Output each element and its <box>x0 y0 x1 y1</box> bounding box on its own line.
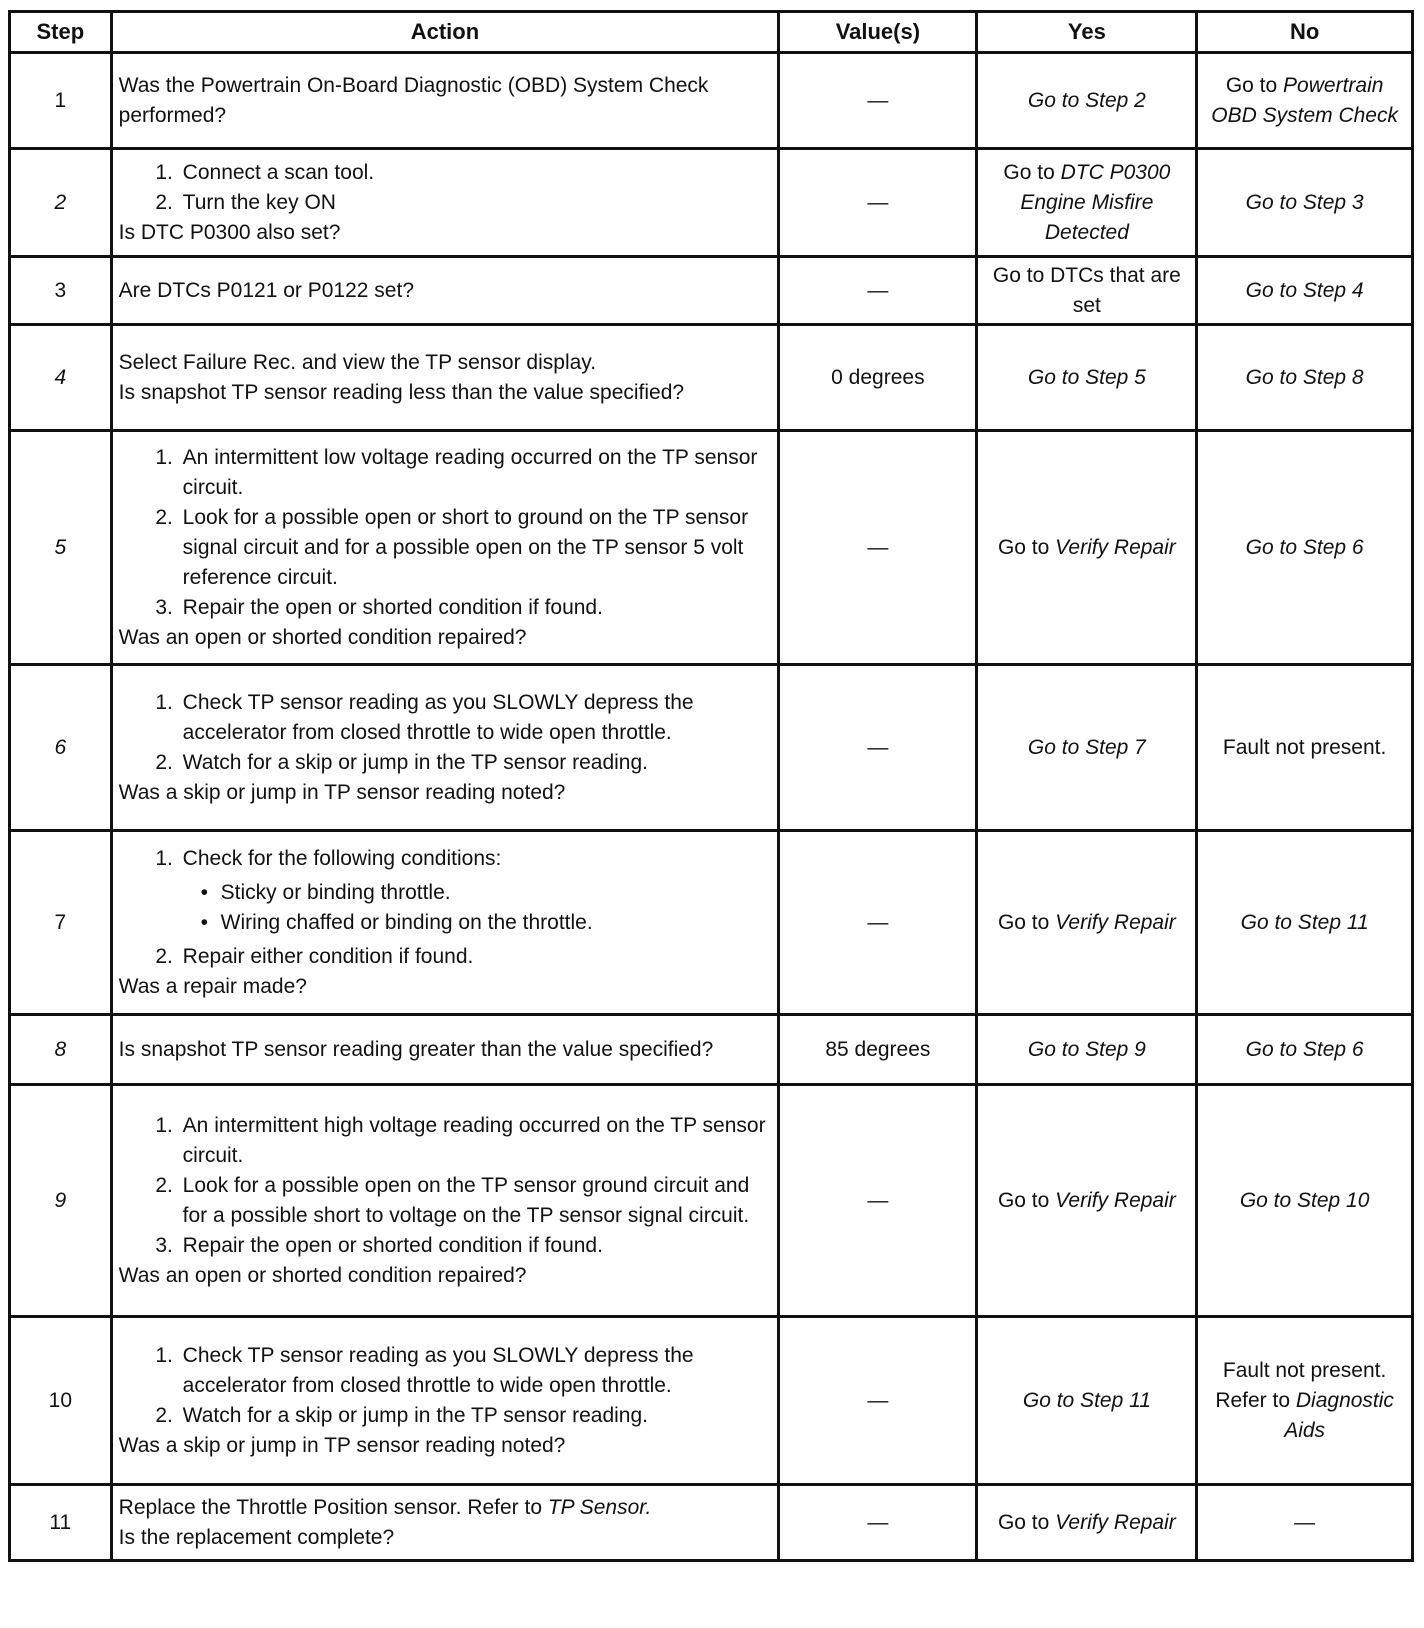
yes-cell <box>977 149 1197 257</box>
table-row <box>10 431 1413 665</box>
header-values: Value(s) <box>779 12 977 53</box>
no-italic: Powertrain OBD System Check <box>1211 73 1398 127</box>
yes-cell: Go to Step 2 <box>977 53 1197 149</box>
value-cell: — <box>779 665 977 831</box>
value-cell: — <box>779 1085 977 1317</box>
step-number: 9 <box>10 1085 112 1317</box>
lead-text: Select Failure Rec. and view the TP sensor display. <box>118 350 597 374</box>
action-cell <box>111 1085 779 1317</box>
question-text: Was a skip or jump in TP sensor reading noted? <box>118 1433 566 1457</box>
lead-italic: TP Sensor. <box>547 1495 652 1519</box>
no-cell <box>1197 1317 1413 1485</box>
action-item: 1. Check TP sensor reading as you SLOWLY depress the accelerator from closed throttle to wide open throttle. <box>179 688 772 748</box>
yes-cell <box>977 431 1197 665</box>
step-number: 8 <box>10 1015 112 1085</box>
no-cell: Go to Step 6 <box>1197 431 1413 665</box>
yes-italic: Verify Repair <box>1055 1510 1176 1534</box>
yes-plain: Go to <box>1003 160 1055 184</box>
header-yes: Yes <box>977 12 1197 53</box>
value-cell: — <box>779 1485 977 1561</box>
question-text: Was a repair made? <box>118 974 307 998</box>
table-row <box>10 1015 1413 1085</box>
no-cell: Go to Step 4 <box>1197 257 1413 325</box>
question-text: Is snapshot TP sensor reading greater than the value specified? <box>118 1037 714 1061</box>
header-action: Action <box>111 12 779 53</box>
step-number: 4 <box>10 325 112 431</box>
question-text: Is snapshot TP sensor reading less than the value specified? <box>118 380 685 404</box>
action-item: 3. Repair the open or shorted condition if found. <box>179 593 772 623</box>
action-cell <box>111 431 779 665</box>
step-number: 2 <box>10 149 112 257</box>
action-cell <box>111 831 779 1015</box>
question-text: Is DTC P0300 also set? <box>118 220 341 244</box>
value-cell: 0 degrees <box>779 325 977 431</box>
action-item: 1. Connect a scan tool. <box>179 158 772 188</box>
table-row <box>10 53 1413 149</box>
table-row <box>10 665 1413 831</box>
yes-italic: Verify Repair <box>1055 910 1176 934</box>
action-cell <box>111 325 779 431</box>
yes-cell: Go to Step 5 <box>977 325 1197 431</box>
action-item: 2. Watch for a skip or jump in the TP sensor reading. <box>179 748 772 778</box>
step-number: 3 <box>10 257 112 325</box>
no-cell: Go to Step 10 <box>1197 1085 1413 1317</box>
value-cell: — <box>779 1317 977 1485</box>
step-number: 5 <box>10 431 112 665</box>
no-plain: Go to <box>1225 73 1278 97</box>
action-item: 2. Look for a possible open or short to ground on the TP sensor signal circuit and for a possible open on the TP sensor 5 volt reference circuit. <box>179 503 772 593</box>
step-number: 6 <box>10 665 112 831</box>
no-cell <box>1197 53 1413 149</box>
question-text: Was an open or shorted condition repaired? <box>118 625 527 649</box>
question-text: Is the replacement complete? <box>118 1525 395 1549</box>
header-step: Step <box>10 12 112 53</box>
yes-plain: Go to <box>997 535 1050 559</box>
diagnostic-table <box>8 10 1414 1562</box>
yes-cell: Go to Step 9 <box>977 1015 1197 1085</box>
question-text: Are DTCs P0121 or P0122 set? <box>118 278 414 302</box>
yes-cell <box>977 831 1197 1015</box>
table-row <box>10 257 1413 325</box>
no-cell: — <box>1197 1485 1413 1561</box>
table-row <box>10 1085 1413 1317</box>
value-cell: 85 degrees <box>779 1015 977 1085</box>
step-number: 1 <box>10 53 112 149</box>
yes-cell: Go to Step 7 <box>977 665 1197 831</box>
no-cell: Go to Step 3 <box>1197 149 1413 257</box>
step-number: 10 <box>10 1317 112 1485</box>
no-cell: Go to Step 6 <box>1197 1015 1413 1085</box>
yes-cell <box>977 1085 1197 1317</box>
yes-cell: Go to Step 11 <box>977 1317 1197 1485</box>
table-row <box>10 325 1413 431</box>
yes-italic: Verify Repair <box>1055 535 1176 559</box>
value-cell: — <box>779 257 977 325</box>
yes-plain: Go to <box>997 1510 1050 1534</box>
table-row <box>10 149 1413 257</box>
action-item: 1. An intermittent high voltage reading occurred on the TP sensor circuit. <box>179 1111 772 1171</box>
lead-plain: Replace the Throttle Position sensor. Refer to <box>118 1495 543 1519</box>
yes-cell <box>977 1485 1197 1561</box>
action-cell <box>111 53 779 149</box>
action-item <box>179 844 772 938</box>
action-item: 2. Look for a possible open on the TP sensor ground circuit and for a possible short to voltage on the TP sensor signal circuit. <box>179 1171 772 1231</box>
yes-cell: Go to DTCs that are set <box>977 257 1197 325</box>
bullet-item: • Wiring chaffed or binding on the throttle. <box>217 908 772 938</box>
action-item: 1. Check TP sensor reading as you SLOWLY depress the accelerator from closed throttle to wide open throttle. <box>179 1341 772 1401</box>
action-item: 2. Turn the key ON <box>179 188 772 218</box>
step-number: 11 <box>10 1485 112 1561</box>
header-no: No <box>1197 12 1413 53</box>
action-cell <box>111 665 779 831</box>
action-item-text: Check for the following conditions: <box>182 846 502 870</box>
value-cell: — <box>779 431 977 665</box>
action-item: 2. Watch for a skip or jump in the TP sensor reading. <box>179 1401 772 1431</box>
action-cell <box>111 1317 779 1485</box>
step-number: 7 <box>10 831 112 1015</box>
table-row <box>10 1485 1413 1561</box>
yes-plain: Go to <box>997 1188 1050 1212</box>
action-item: 2. Repair either condition if found. <box>179 942 772 972</box>
table-row <box>10 1317 1413 1485</box>
value-cell: — <box>779 53 977 149</box>
no-italic: Diagnostic Aids <box>1284 1388 1394 1442</box>
action-cell <box>111 149 779 257</box>
yes-plain: Go to <box>997 910 1050 934</box>
value-cell: — <box>779 149 977 257</box>
question-text: Was a skip or jump in TP sensor reading noted? <box>118 780 566 804</box>
header-row <box>10 12 1413 53</box>
bullet-item: • Sticky or binding throttle. <box>217 878 772 908</box>
action-cell <box>111 257 779 325</box>
no-cell: Go to Step 8 <box>1197 325 1413 431</box>
no-plain: Fault not present. Refer to <box>1215 1358 1387 1412</box>
table-row <box>10 831 1413 1015</box>
value-cell: — <box>779 831 977 1015</box>
lead-text <box>119 1493 772 1523</box>
action-cell <box>111 1015 779 1085</box>
question-text: Was an open or shorted condition repaired? <box>118 1263 527 1287</box>
action-cell <box>111 1485 779 1561</box>
no-cell: Fault not present. <box>1197 665 1413 831</box>
yes-italic: DTC P0300 Engine Misfire Detected <box>1020 160 1171 244</box>
question-text: Was the Powertrain On-Board Diagnostic (OBD) System Check performed? <box>118 73 709 127</box>
yes-italic: Verify Repair <box>1055 1188 1176 1212</box>
action-item: 1. An intermittent low voltage reading occurred on the TP sensor circuit. <box>179 443 772 503</box>
no-cell: Go to Step 11 <box>1197 831 1413 1015</box>
action-item: 3. Repair the open or shorted condition if found. <box>179 1231 772 1261</box>
